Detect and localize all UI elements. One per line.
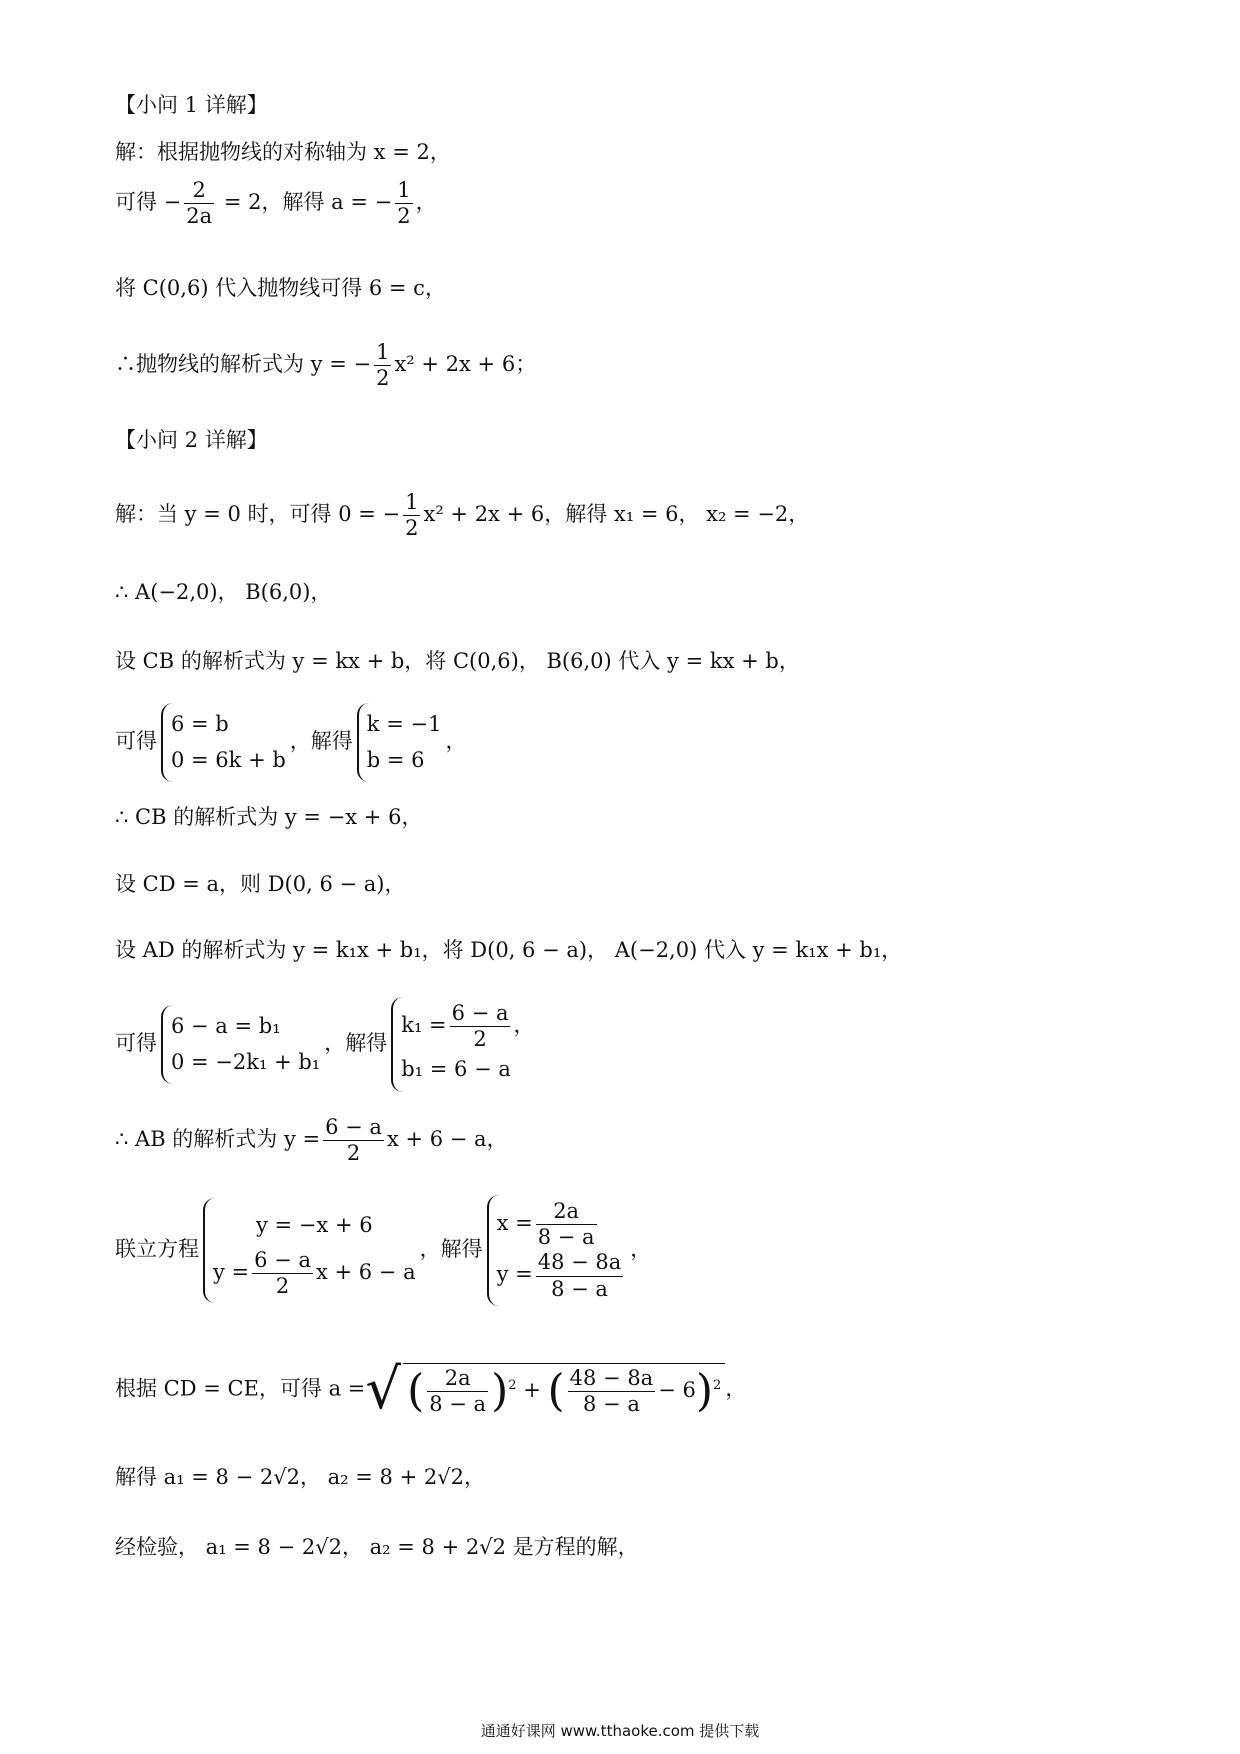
- sqrt-icon: √: [365, 1357, 402, 1422]
- heading-part-1: 【小问 1 详解】: [115, 93, 268, 117]
- fraction: $\frac{1}{2}$: [397, 178, 411, 229]
- line-cb-expr: ∴ CB 的解析式为 y = −x + 6，: [115, 805, 423, 829]
- fraction: $\frac{2}{2a}$: [186, 178, 213, 229]
- line-axis: 解：根据抛物线的对称轴为 x = 2，: [115, 140, 451, 164]
- fraction: $\frac{6 - a}{2}$: [254, 1247, 311, 1298]
- line-verification: 经检验， a₁ = 8 − 2√2， a₂ = 8 + 2√2 是方程的解，: [115, 1535, 639, 1559]
- line-solve-a: 可得 − $\frac{2}{2a}$ = 2，解得 a = − $\frac{1}{2}$ ，: [115, 178, 437, 229]
- line-intersection-system: 联立方程 y = −x + 6 y = $\frac{6 - a}{2}$ x + 6 − a ，解得 x = $\frac{2a}{8 - a}$ y = $\frac{48 - 8a}{8 - a}$ ，: [115, 1195, 651, 1306]
- line-ad-setup: 设 AD 的解析式为 y = k₁x + b₁，将 D(0, 6 − a)， A(−2,0) 代入 y = k₁x + b₁，: [115, 938, 903, 962]
- line-cd-setup: 设 CD = a，则 D(0, 6 − a)，: [115, 872, 406, 896]
- fraction: $\frac{1}{2}$: [405, 490, 419, 541]
- fraction: $\frac{2a}{8 - a}$: [429, 1365, 487, 1416]
- equation-system: k₁ = $\frac{6 - a}{2}$ ， b₁ = 6 − a: [391, 997, 534, 1092]
- equation-system: 6 = b 0 = 6k + b: [161, 703, 286, 782]
- radicand: ( $\frac{2a}{8 - a}$ )$^2$ + ( $\frac{48 - 8a}{8 - a}$ − 6)$^2$: [403, 1363, 725, 1417]
- equation-system: k = −1 b = 6: [357, 703, 442, 782]
- line-solutions: 解得 a₁ = 8 − 2√2， a₂ = 8 + 2√2，: [115, 1465, 485, 1489]
- line-ab-expr: ∴ AB 的解析式为 y = $\frac{6 - a}{2}$ x + 6 − a，: [115, 1115, 508, 1166]
- line-distance-equation: 根据 CD = CE，可得 a =√ ( $\frac{2a}{8 - a}$ )$^2$ + ( $\frac{48 - 8a}{8 - a}$ − 6)$^2$ ，: [115, 1357, 747, 1422]
- page-footer: 通通好课网 www.tthaoke.com 提供下载: [480, 1722, 760, 1740]
- fraction: $\frac{48 - 8a}{8 - a}$: [537, 1250, 622, 1301]
- line-roots: 解：当 y = 0 时，可得 0 = − $\frac{1}{2}$ x² + 2x + 6，解得 x₁ = 6， x₂ = −2，: [115, 490, 810, 541]
- line-ad-system: 可得 6 − a = b₁ 0 = −2k₁ + b₁ ，解得 k₁ = $\frac{6 - a}{2}$ ， b₁ = 6 − a: [115, 997, 538, 1092]
- fraction: $\frac{48 - 8a}{8 - a}$: [569, 1365, 654, 1416]
- line-cb-system: 可得 6 = b 0 = 6k + b ，解得 k = −1 b = 6 ，: [115, 703, 466, 782]
- equation-system: 6 − a = b₁ 0 = −2k₁ + b₁: [161, 1005, 320, 1084]
- heading-part-2: 【小问 2 详解】: [115, 428, 268, 452]
- fraction: $\frac{2a}{8 - a}$: [537, 1199, 595, 1250]
- line-points-ab: ∴ A(−2,0)， B(6,0)，: [115, 580, 332, 604]
- line-substitute-c: 将 C(0,6) 代入抛物线可得 6 = c，: [115, 276, 446, 300]
- line-parabola-expr: ∴抛物线的解析式为 y = − $\frac{1}{2}$ x² + 2x + 6；: [115, 340, 537, 391]
- line-cb-setup: 设 CB 的解析式为 y = kx + b，将 C(0,6)， B(6,0) 代入 y = kx + b，: [115, 649, 800, 673]
- equation-system: y = −x + 6 y = $\frac{6 - a}{2}$ x + 6 − a: [203, 1198, 416, 1304]
- fraction: $\frac{6 - a}{2}$: [325, 1115, 382, 1166]
- fraction: $\frac{6 - a}{2}$: [451, 1001, 509, 1052]
- equation-system: x = $\frac{2a}{8 - a}$ y = $\frac{48 - 8a}{8 - a}$: [487, 1195, 627, 1306]
- fraction: $\frac{1}{2}$: [376, 340, 390, 391]
